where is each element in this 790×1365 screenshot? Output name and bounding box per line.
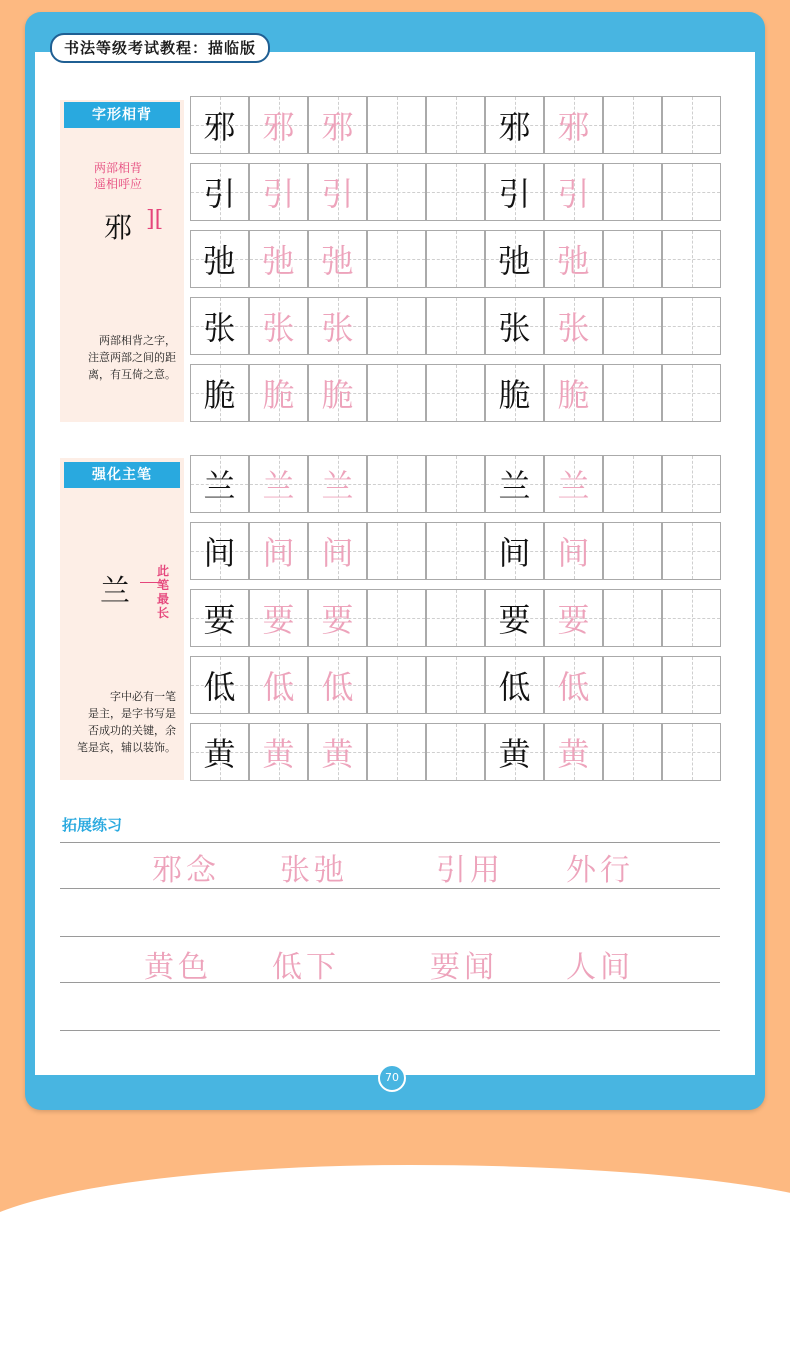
practice-cell [662, 297, 721, 355]
practice-row [190, 364, 721, 422]
practice-cell [190, 522, 249, 580]
practice-cell [249, 723, 308, 781]
model-character: 黄 [498, 735, 531, 773]
model-character: 引 [498, 175, 531, 213]
practice-row [190, 96, 721, 154]
practice-cell [544, 589, 603, 647]
trace-character: 邪 [321, 108, 354, 146]
practice-cell [485, 455, 544, 513]
model-character: 低 [498, 668, 531, 706]
practice-cell [662, 364, 721, 422]
page-number: 70 [378, 1064, 406, 1092]
section2-note-line2: 是主，是字书写是 [88, 707, 176, 720]
section2-note-line4: 笔是宾，辅以装饰。 [77, 741, 176, 754]
model-character: 弛 [498, 242, 531, 280]
section2-example-char: 兰 [100, 574, 130, 609]
practice-cell [190, 96, 249, 154]
trace-character: 脆 [557, 376, 590, 414]
practice-cell [426, 656, 485, 714]
model-character: 弛 [203, 242, 236, 280]
practice-cell [426, 522, 485, 580]
trace-character: 兰 [262, 467, 295, 505]
extension-word: 外行 [566, 853, 634, 888]
practice-cell [190, 723, 249, 781]
practice-cell [308, 656, 367, 714]
section1-note-line2: 注意两部之间的距 [88, 351, 176, 364]
practice-cell [544, 297, 603, 355]
practice-cell [190, 163, 249, 221]
practice-cell [603, 364, 662, 422]
practice-cell [190, 656, 249, 714]
section2-sidebar [60, 458, 184, 780]
practice-cell [603, 163, 662, 221]
model-character: 要 [498, 601, 531, 639]
practice-cell [249, 364, 308, 422]
trace-character: 低 [262, 668, 295, 706]
practice-cell [367, 656, 426, 714]
practice-cell [190, 455, 249, 513]
practice-cell [485, 364, 544, 422]
trace-character: 兰 [321, 467, 354, 505]
section2-note-line3: 否成功的关键，余 [88, 724, 176, 737]
extension-title: 拓展练习 [62, 816, 123, 834]
trace-character: 邪 [557, 108, 590, 146]
trace-character: 黄 [262, 735, 295, 773]
practice-cell [249, 163, 308, 221]
practice-cell [367, 230, 426, 288]
practice-cell [190, 297, 249, 355]
extension-word: 引用 [436, 853, 504, 888]
trace-character: 张 [262, 309, 295, 347]
trace-character: 黄 [557, 735, 590, 773]
extension-word: 人间 [566, 950, 634, 985]
section1-title: 字形相背 [64, 102, 180, 128]
practice-cell [249, 96, 308, 154]
practice-cell [544, 230, 603, 288]
model-character: 邪 [203, 108, 236, 146]
section2-title: 强化主笔 [64, 462, 180, 488]
practice-cell [308, 522, 367, 580]
practice-row [190, 455, 721, 513]
practice-row [190, 163, 721, 221]
model-character: 黄 [203, 735, 236, 773]
model-character: 张 [203, 309, 236, 347]
trace-character: 要 [557, 601, 590, 639]
practice-cell [603, 455, 662, 513]
practice-cell [190, 230, 249, 288]
practice-cell [603, 522, 662, 580]
practice-cell [367, 96, 426, 154]
section2-tip-vertical: 此笔最长 [157, 564, 170, 620]
trace-character: 低 [557, 668, 590, 706]
section1-note-line1: 两部相背之字， [99, 334, 176, 347]
extension-word: 要闻 [430, 950, 498, 985]
practice-row [190, 297, 721, 355]
model-character: 兰 [498, 467, 531, 505]
practice-cell [662, 163, 721, 221]
trace-character: 邪 [262, 108, 295, 146]
practice-cell [662, 589, 721, 647]
practice-line [60, 936, 720, 937]
practice-cell [308, 163, 367, 221]
background-wave [0, 1165, 790, 1365]
extension-word: 张弛 [280, 853, 348, 888]
practice-cell [249, 230, 308, 288]
section1-example-char: 邪 [104, 211, 133, 244]
practice-cell [544, 364, 603, 422]
practice-cell [662, 455, 721, 513]
practice-cell [426, 455, 485, 513]
practice-line [60, 842, 720, 843]
model-character: 脆 [498, 376, 531, 414]
extension-word: 邪念 [152, 853, 220, 888]
section1-sidebar [60, 100, 184, 422]
practice-cell [190, 589, 249, 647]
model-character: 低 [203, 668, 236, 706]
trace-character: 引 [262, 175, 295, 213]
practice-cell [249, 589, 308, 647]
trace-character: 间 [262, 534, 295, 572]
practice-cell [308, 723, 367, 781]
practice-cell [367, 723, 426, 781]
practice-cell [603, 656, 662, 714]
practice-cell [485, 163, 544, 221]
section1-example-marks: ][ [146, 207, 164, 232]
practice-cell [662, 522, 721, 580]
practice-cell [603, 96, 662, 154]
practice-cell [603, 297, 662, 355]
practice-cell [249, 297, 308, 355]
practice-cell [485, 297, 544, 355]
section1-tip-line2: 遥相呼应 [94, 177, 143, 191]
practice-line [60, 1030, 720, 1031]
practice-row [190, 723, 721, 781]
trace-character: 引 [321, 175, 354, 213]
practice-cell [308, 589, 367, 647]
practice-cell [190, 364, 249, 422]
practice-cell [485, 522, 544, 580]
model-character: 邪 [498, 108, 531, 146]
section1-note-line3: 离，有互倚之意。 [88, 368, 176, 381]
practice-cell [544, 522, 603, 580]
practice-cell [485, 589, 544, 647]
trace-character: 弛 [262, 242, 295, 280]
trace-character: 弛 [557, 242, 590, 280]
practice-cell [485, 96, 544, 154]
practice-cell [485, 656, 544, 714]
practice-cell [367, 522, 426, 580]
practice-cell [367, 364, 426, 422]
model-character: 脆 [203, 376, 236, 414]
practice-cell [308, 455, 367, 513]
practice-cell [426, 589, 485, 647]
model-character: 间 [203, 534, 236, 572]
practice-cell [426, 163, 485, 221]
practice-cell [426, 364, 485, 422]
practice-cell [544, 96, 603, 154]
practice-row [190, 589, 721, 647]
practice-cell [603, 589, 662, 647]
practice-row [190, 522, 721, 580]
practice-cell [662, 96, 721, 154]
practice-cell [367, 589, 426, 647]
trace-character: 引 [557, 175, 590, 213]
practice-row [190, 656, 721, 714]
trace-character: 张 [557, 309, 590, 347]
practice-cell [426, 230, 485, 288]
practice-row [190, 230, 721, 288]
trace-character: 黄 [321, 735, 354, 773]
model-character: 兰 [203, 467, 236, 505]
practice-cell [426, 96, 485, 154]
practice-cell [485, 230, 544, 288]
practice-cell [367, 163, 426, 221]
practice-cell [367, 297, 426, 355]
practice-cell [603, 230, 662, 288]
practice-cell [249, 522, 308, 580]
trace-character: 间 [557, 534, 590, 572]
practice-cell [662, 723, 721, 781]
practice-cell [426, 297, 485, 355]
trace-character: 脆 [262, 376, 295, 414]
trace-character: 脆 [321, 376, 354, 414]
practice-cell [308, 230, 367, 288]
model-character: 张 [498, 309, 531, 347]
model-character: 要 [203, 601, 236, 639]
trace-character: 弛 [321, 242, 354, 280]
practice-cell [544, 723, 603, 781]
model-character: 间 [498, 534, 531, 572]
header-title: 书法等级考试教程：描临版 [50, 33, 270, 63]
section1-tip-line1: 两部相背 [94, 161, 143, 175]
extension-word: 黄色 [144, 950, 212, 985]
practice-cell [544, 656, 603, 714]
model-character: 引 [203, 175, 236, 213]
practice-cell [485, 723, 544, 781]
practice-cell [367, 455, 426, 513]
practice-cell [603, 723, 662, 781]
practice-cell [249, 455, 308, 513]
trace-character: 要 [262, 601, 295, 639]
section2-note-line1: 字中必有一笔 [110, 690, 176, 703]
practice-cell [249, 656, 308, 714]
practice-cell [308, 364, 367, 422]
practice-cell [308, 96, 367, 154]
practice-cell [662, 230, 721, 288]
practice-cell [308, 297, 367, 355]
trace-character: 间 [321, 534, 354, 572]
trace-character: 低 [321, 668, 354, 706]
practice-cell [426, 723, 485, 781]
practice-cell [662, 656, 721, 714]
practice-cell [544, 163, 603, 221]
trace-character: 张 [321, 309, 354, 347]
extension-word: 低下 [272, 950, 340, 985]
trace-character: 兰 [557, 467, 590, 505]
practice-cell [544, 455, 603, 513]
trace-character: 要 [321, 601, 354, 639]
